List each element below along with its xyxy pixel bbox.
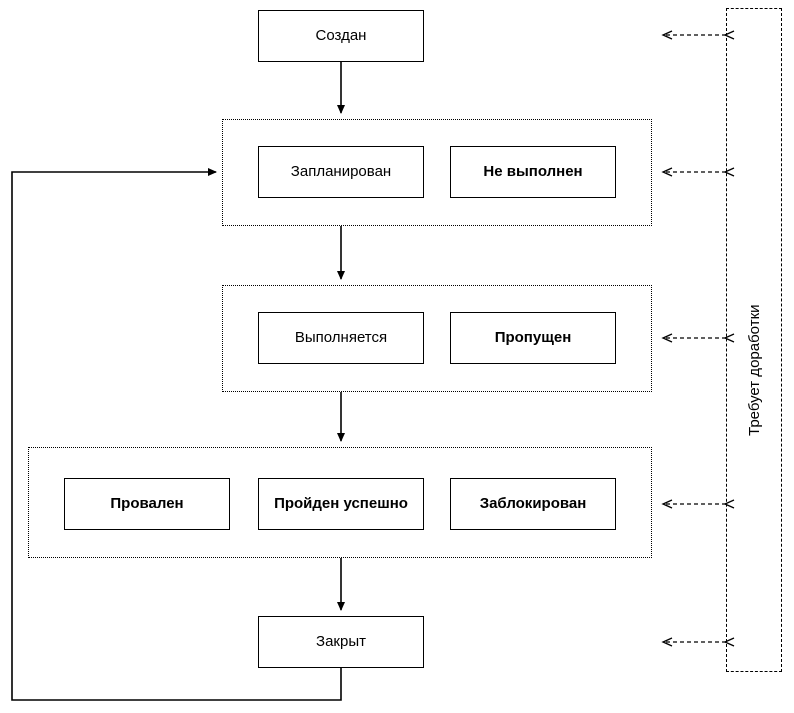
- state-not-done-label: Не выполнен: [483, 163, 583, 181]
- state-skipped[interactable]: [450, 312, 616, 364]
- state-blocked[interactable]: [450, 478, 616, 530]
- state-failed[interactable]: [64, 478, 230, 530]
- rework-label: Требует доработки: [746, 304, 763, 436]
- state-planned-label: Запланирован: [290, 163, 392, 181]
- state-closed-label: Закрыт: [316, 633, 366, 651]
- state-in-progress-label: Выполняется: [294, 329, 388, 347]
- state-created[interactable]: [258, 10, 424, 62]
- state-in-progress[interactable]: [258, 312, 424, 364]
- state-not-done[interactable]: [450, 146, 616, 198]
- state-failed-label: Провален: [110, 495, 184, 513]
- state-passed-label: Пройден успешно: [274, 495, 408, 513]
- state-passed[interactable]: [258, 478, 424, 530]
- state-skipped-label: Пропущен: [494, 329, 572, 347]
- state-planned[interactable]: [258, 146, 424, 198]
- state-created-label: Создан: [315, 27, 367, 45]
- state-blocked-label: Заблокирован: [479, 495, 587, 513]
- state-closed[interactable]: [258, 616, 424, 668]
